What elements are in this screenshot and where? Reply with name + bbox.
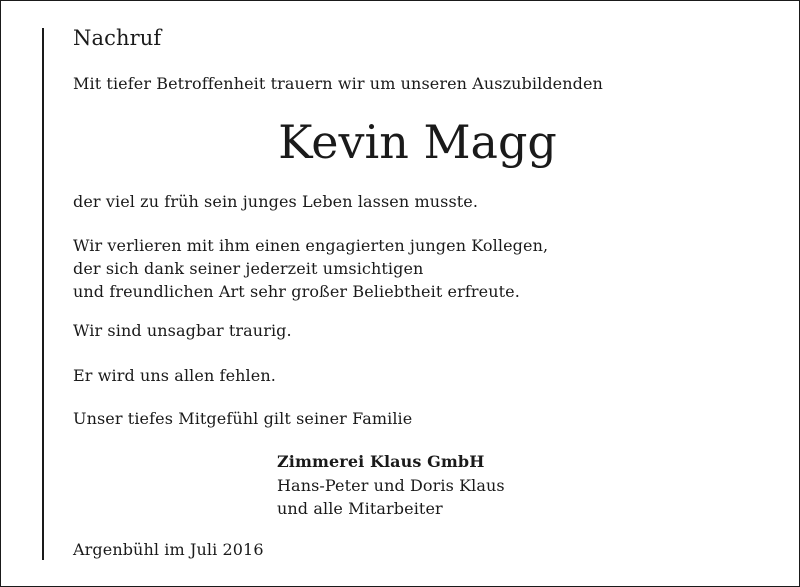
sad-line: Wir sind unsagbar traurig. <box>73 321 292 340</box>
notice-heading: Nachruf <box>73 26 162 50</box>
left-vertical-rule <box>42 28 44 560</box>
paragraph-1-line-2: der sich dank seiner jederzeit umsichtigen <box>73 259 424 278</box>
place-date: Argenbühl im Juli 2016 <box>73 540 264 559</box>
sympathy-line: Unser tiefes Mitgefühl gilt seiner Familie <box>73 409 413 428</box>
deceased-name: Kevin Magg <box>278 115 557 169</box>
missed-line: Er wird uns allen fehlen. <box>73 366 276 385</box>
signature-staff: und alle Mitarbeiter <box>277 499 443 518</box>
paragraph-1-line-3: und freundlichen Art sehr großer Beliebtheit erfreute. <box>73 282 520 301</box>
signature-names: Hans-Peter und Doris Klaus <box>277 476 505 495</box>
intro-text: Mit tiefer Betroffenheit trauern wir um unseren Auszubildenden <box>73 74 603 93</box>
signature-company: Zimmerei Klaus GmbH <box>277 452 485 471</box>
paragraph-1-line-1: Wir verlieren mit ihm einen engagierten jungen Kollegen, <box>73 236 549 255</box>
line-after-name: der viel zu früh sein junges Leben lassen musste. <box>73 192 479 211</box>
